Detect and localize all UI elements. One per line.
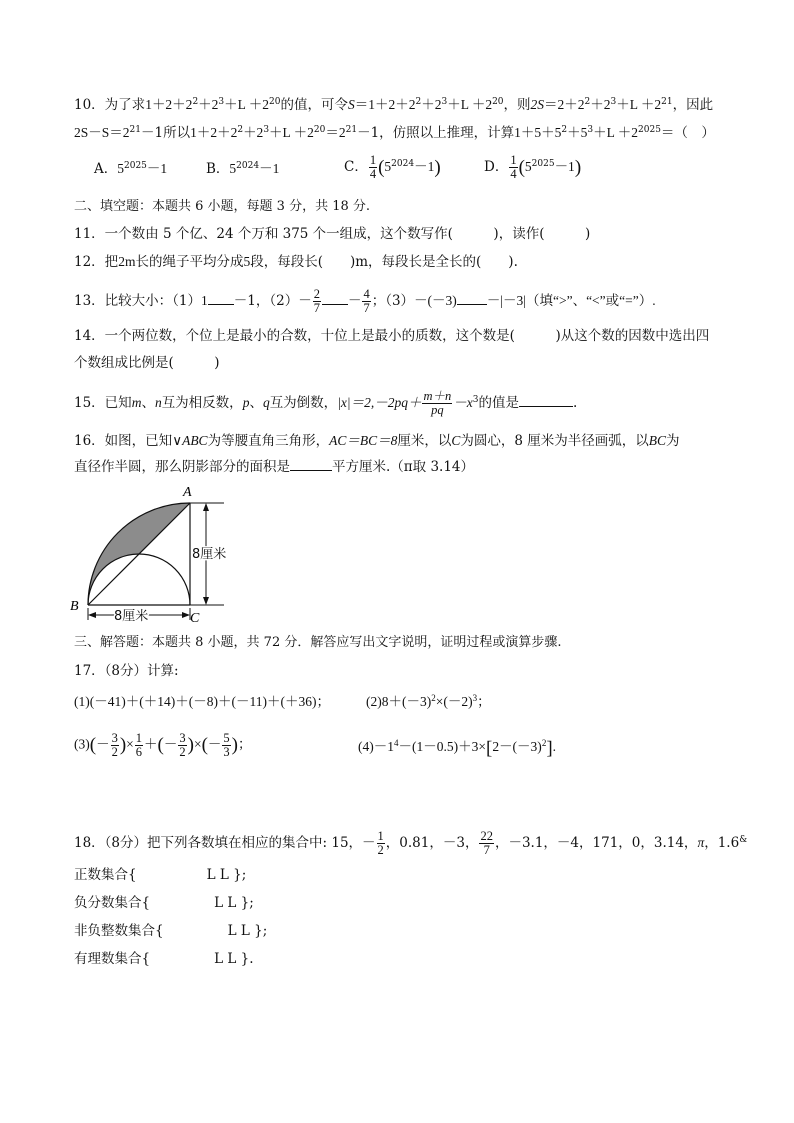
- q16-text: 直径作半圆，那么阴影部分的面积是: [74, 459, 290, 475]
- paren: ): [187, 734, 194, 756]
- exp: 2025: [638, 125, 661, 135]
- exp: 3: [263, 125, 270, 135]
- exp: 3: [218, 97, 225, 107]
- q16-line2: [74, 458, 474, 476]
- paren: ): [119, 734, 127, 756]
- fraction: [111, 732, 119, 759]
- paren: ): [574, 157, 582, 178]
- option-label: B．: [206, 161, 230, 177]
- q10-expr: ＝2: [325, 125, 346, 140]
- q10-text: －1，仿照以上推理，计算: [357, 125, 515, 141]
- exp: 2024: [391, 159, 415, 169]
- var-s: S: [347, 97, 355, 112]
- fraction: [377, 830, 385, 857]
- q13-value: 1: [201, 293, 208, 308]
- exp: 20: [269, 97, 281, 107]
- option-expr: 5: [229, 161, 237, 176]
- q10-expr: 1＋2＋2: [190, 125, 238, 140]
- q15-expr: －x: [453, 395, 473, 410]
- fraction: [479, 830, 494, 857]
- q15-text: 、: [249, 395, 263, 411]
- q10-expr: ＋2: [198, 97, 219, 112]
- numerator: 1: [377, 829, 384, 843]
- q13-text: －1，（2）: [233, 293, 299, 309]
- fraction: [422, 390, 452, 417]
- denominator: 7: [313, 301, 320, 315]
- exp: 2: [541, 738, 547, 748]
- option-label: C．: [344, 159, 368, 175]
- q17-expr: (2)8＋(－3): [366, 694, 432, 709]
- set-label: 负分数集合{: [74, 895, 151, 911]
- q10-expr: 1＋5＋5: [514, 125, 562, 140]
- section-3-heading: 三、解答题：本题共 8 小题，共 72 分．解答应写出文字说明，证明过程或演算步骤.: [74, 635, 562, 650]
- repeating-dot: &: [739, 835, 748, 845]
- q10-expr: ＋L ＋2: [616, 97, 662, 112]
- q12-text: 12．把: [74, 254, 119, 270]
- bracket: [: [485, 738, 493, 759]
- numerator: 1: [369, 153, 377, 167]
- arrow-up: [203, 503, 209, 511]
- fraction: [509, 154, 517, 181]
- q18-text: ，1.6: [704, 835, 740, 851]
- exp: 21: [129, 125, 141, 135]
- arrow-left: [88, 612, 96, 618]
- set-tail: L L };: [227, 923, 268, 939]
- paren: ): [231, 734, 238, 756]
- label-side-vertical: 8厘米: [192, 547, 227, 562]
- q15: [74, 390, 577, 417]
- q14-line2: 个数组成比例是( ): [74, 355, 220, 371]
- option-expr: 5: [384, 159, 392, 174]
- q16-expr: AC＝BC＝8: [329, 433, 398, 448]
- option-expr: －1: [259, 161, 280, 176]
- q17-part2: [366, 693, 491, 711]
- blank-2[interactable]: [322, 292, 348, 305]
- var-c: C: [451, 433, 461, 448]
- exp: 2024: [236, 161, 260, 171]
- q15-text: .: [573, 395, 578, 411]
- set-label: 有理数集合{: [74, 951, 151, 967]
- q12-value: 2m: [118, 254, 136, 269]
- exp: 3: [441, 97, 448, 107]
- exp: 2: [192, 97, 199, 107]
- q16-text: 为圆心，8 厘米为半径画弧，以: [460, 433, 649, 449]
- exp: 20: [492, 97, 504, 107]
- blank-answer[interactable]: [290, 458, 332, 471]
- q16-line1: [74, 432, 680, 450]
- option-expr: －1: [414, 159, 435, 174]
- arrow-down: [203, 597, 209, 605]
- fraction: [362, 288, 370, 315]
- q12-text: 段，每段长( )m，每段长是全长的( ).: [250, 254, 518, 270]
- exp: 2: [237, 125, 244, 135]
- var-2s: 2S: [530, 97, 545, 112]
- fraction: [135, 732, 143, 759]
- q10-text: ＝（ ）: [660, 125, 715, 141]
- label-side-horizontal: 8厘米: [114, 609, 149, 624]
- paren: ): [434, 157, 441, 178]
- q13-expr: －(－3): [414, 293, 457, 308]
- exp: 3: [472, 693, 478, 703]
- q10-option-d[interactable]: [484, 154, 581, 181]
- q10-option-c[interactable]: [344, 154, 441, 181]
- q16-text: 为: [666, 433, 680, 449]
- denominator: 2: [179, 745, 186, 759]
- label-a: A: [183, 485, 192, 500]
- var-m: m: [131, 395, 142, 410]
- set-tail: L L }.: [214, 951, 254, 967]
- q13: [74, 288, 656, 315]
- set-tail: L L };: [214, 895, 254, 911]
- q10-text: 10．为了求: [74, 97, 146, 113]
- q10-option-b[interactable]: [206, 160, 279, 178]
- exp: 2: [584, 97, 591, 107]
- numerator: 5: [223, 731, 230, 745]
- q10-expr: 1＋2＋2: [145, 97, 193, 112]
- q18-prompt: 18．（8分）把下列各数填在相应的集合中: 15，－ $\frac{1}{2}$ ，0.81，－3， $\frac{22}{7}$ ，－3.1，－4，171，0，3.14，π，1.6&: [74, 829, 748, 857]
- exp: 21: [345, 125, 358, 135]
- numerator: 4: [363, 287, 370, 301]
- q10-expr: ＋2: [243, 125, 264, 140]
- numerator: 3: [111, 731, 118, 745]
- q10-expr: ＝2＋2: [544, 97, 585, 112]
- q17-expr: ×(－2): [435, 694, 473, 709]
- option-label: A．: [94, 161, 118, 177]
- q10-expr: ＝1＋2＋2: [354, 97, 416, 112]
- numerator: 22: [480, 829, 493, 843]
- blank-answer[interactable]: [519, 394, 573, 407]
- fraction: [369, 154, 377, 181]
- q17-part1: (1)(－41)＋(＋14)＋(－8)＋(－11)＋(＋36)；: [74, 694, 330, 709]
- paren: (: [89, 734, 97, 756]
- q17-expr: －(1－0.5)＋3×: [398, 739, 486, 754]
- denominator: 7: [363, 301, 370, 315]
- q15-expr: |x|＝2,－2pq＋: [337, 395, 422, 410]
- q13-text: ；（3）: [371, 293, 415, 309]
- exp: 3: [587, 125, 594, 135]
- paren: (: [518, 157, 525, 178]
- fraction: [313, 288, 321, 315]
- denominator: 3: [223, 745, 230, 759]
- denominator: 2: [111, 745, 118, 759]
- var-bc: BC: [648, 433, 667, 448]
- q12-text: 长的绳子平均分成: [135, 254, 244, 270]
- q12: [74, 253, 518, 271]
- q16-text: 平方厘米.（π取 3.14）: [332, 459, 475, 475]
- set-label: 非负整数集合{: [74, 923, 164, 939]
- q11: 11．一个数由 5 个亿、24 个万和 375 个一组成，这个数写作( )，读作( ): [74, 226, 591, 242]
- q15-text: 15．已知: [74, 395, 132, 411]
- q13-text: 13．比较大小：（1）: [74, 293, 202, 309]
- exp: 20: [313, 125, 326, 135]
- q10-line1: [74, 96, 713, 114]
- q18-text: 18．（8分）把下列各数填在相应的集合中: 15，: [74, 835, 363, 851]
- denominator: 7: [483, 843, 490, 857]
- q10-line2: [74, 124, 715, 142]
- q17-expr: 2－(－3): [492, 739, 542, 754]
- option-expr: －1: [554, 159, 575, 174]
- fraction: [222, 732, 230, 759]
- option-expr: －1: [146, 161, 168, 176]
- q17-part3: (3)(－ $\frac{3}{2}$ )× $\frac{1}{6}$ ＋(－ $\frac{3}{2}$ )×(－ $\frac{5}{3}$ )；: [74, 731, 252, 759]
- denominator: 2: [377, 843, 384, 857]
- q16-text: 为等腰直角三角形，: [207, 433, 330, 449]
- q10-option-a[interactable]: [94, 160, 167, 178]
- exp: 2: [415, 97, 422, 107]
- bracket: ]: [546, 738, 553, 759]
- q10-expr: ＋5: [567, 125, 588, 140]
- q17-expr: (4)－1: [358, 739, 394, 754]
- set-tail: L L };: [206, 867, 247, 883]
- arrow-right: [182, 612, 190, 618]
- numerator: 1: [135, 731, 143, 745]
- var-p: p: [242, 395, 250, 410]
- paren: (: [157, 734, 164, 756]
- q17-part4: [358, 738, 556, 758]
- q10-text: －1所以: [140, 125, 191, 141]
- q10-text: ，因此: [672, 97, 714, 113]
- q15-text: 互为相反数，: [161, 395, 243, 411]
- set-label: 正数集合{: [74, 867, 137, 883]
- label-c: C: [190, 611, 200, 626]
- q16-text: 16．如图，已知: [74, 433, 173, 449]
- q15-text: 的值是: [478, 395, 519, 411]
- q17-label: (3): [74, 736, 90, 752]
- q10-expr: ＋L ＋2: [593, 125, 639, 140]
- set-positive[interactable]: [74, 866, 246, 884]
- paren: (: [378, 157, 385, 178]
- option-expr: 5: [117, 161, 124, 176]
- denominator: 4: [369, 167, 377, 181]
- section-2-heading: 二、填空题：本题共 6 小题，每题 3 分，共 18 分.: [74, 199, 371, 214]
- set-rational[interactable]: [74, 950, 254, 968]
- q16-text: 厘米，以: [397, 433, 452, 449]
- exp: 2: [431, 693, 436, 703]
- exp: 21: [661, 97, 673, 107]
- q10-expr: ＋2: [421, 97, 442, 112]
- denominator: 4: [510, 167, 517, 181]
- numerator: 2: [313, 287, 320, 301]
- q17-expr: ；: [477, 694, 491, 709]
- denominator: 6: [135, 745, 143, 759]
- paren: (: [201, 734, 208, 756]
- q15-text: 互为倒数，: [269, 395, 338, 411]
- label-b: B: [70, 599, 79, 614]
- q17-expr: ；: [237, 736, 252, 752]
- blank-1[interactable]: [208, 292, 234, 305]
- numerator: 1: [510, 153, 517, 167]
- q10-expr: ＋L ＋2: [269, 125, 314, 140]
- exp: 2025: [124, 161, 147, 171]
- q18-text: ，－3.1，－4，171，0，3.14，: [494, 835, 698, 851]
- fraction: [178, 732, 186, 759]
- pi-symbol: π: [697, 835, 705, 850]
- q17-title: 17．（8分）计算:: [74, 663, 179, 679]
- q12-value: 5: [243, 254, 251, 269]
- q10-text: ，则: [503, 97, 531, 113]
- q10-text: 的值，可令: [280, 97, 348, 113]
- option-expr: 5: [524, 159, 532, 174]
- numerator: 3: [179, 731, 186, 745]
- q10-expr: ＋L ＋2: [447, 97, 493, 112]
- exp: 3: [610, 97, 617, 107]
- numerator: m＋n: [423, 389, 452, 403]
- var-n: n: [154, 395, 162, 410]
- denominator: pq: [431, 403, 444, 417]
- q13-text: －|－3|（填“>”、“<”或“=”）.: [486, 293, 656, 308]
- set-negative-fraction[interactable]: [74, 894, 254, 912]
- q10-expr: ＋L ＋2: [224, 97, 270, 112]
- q18-text: ，0.81，－3，: [385, 835, 479, 851]
- option-label: D．: [484, 159, 509, 175]
- q16-figure: [64, 480, 254, 626]
- q17-expr: .: [552, 739, 557, 754]
- triangle-symbol: ∨ABC: [172, 433, 208, 448]
- q10-expr: ＋2: [590, 97, 611, 112]
- var-q: q: [262, 395, 270, 410]
- q10-expr: 2S－S＝2: [74, 125, 130, 140]
- exp: 2: [561, 125, 568, 135]
- minus: －: [298, 293, 312, 308]
- exp: 3: [472, 395, 479, 405]
- set-nonnegative-integer[interactable]: [74, 922, 267, 940]
- exp: 4: [394, 738, 399, 748]
- minus: －: [347, 293, 362, 308]
- q15-text: 、: [141, 395, 155, 411]
- q14-line1: 14．一个两位数，个位上是最小的合数，十位上是最小的质数，这个数是( )从这个数的因数中选出四: [74, 328, 710, 344]
- blank-3[interactable]: [457, 292, 487, 305]
- exp: 2025: [531, 159, 555, 169]
